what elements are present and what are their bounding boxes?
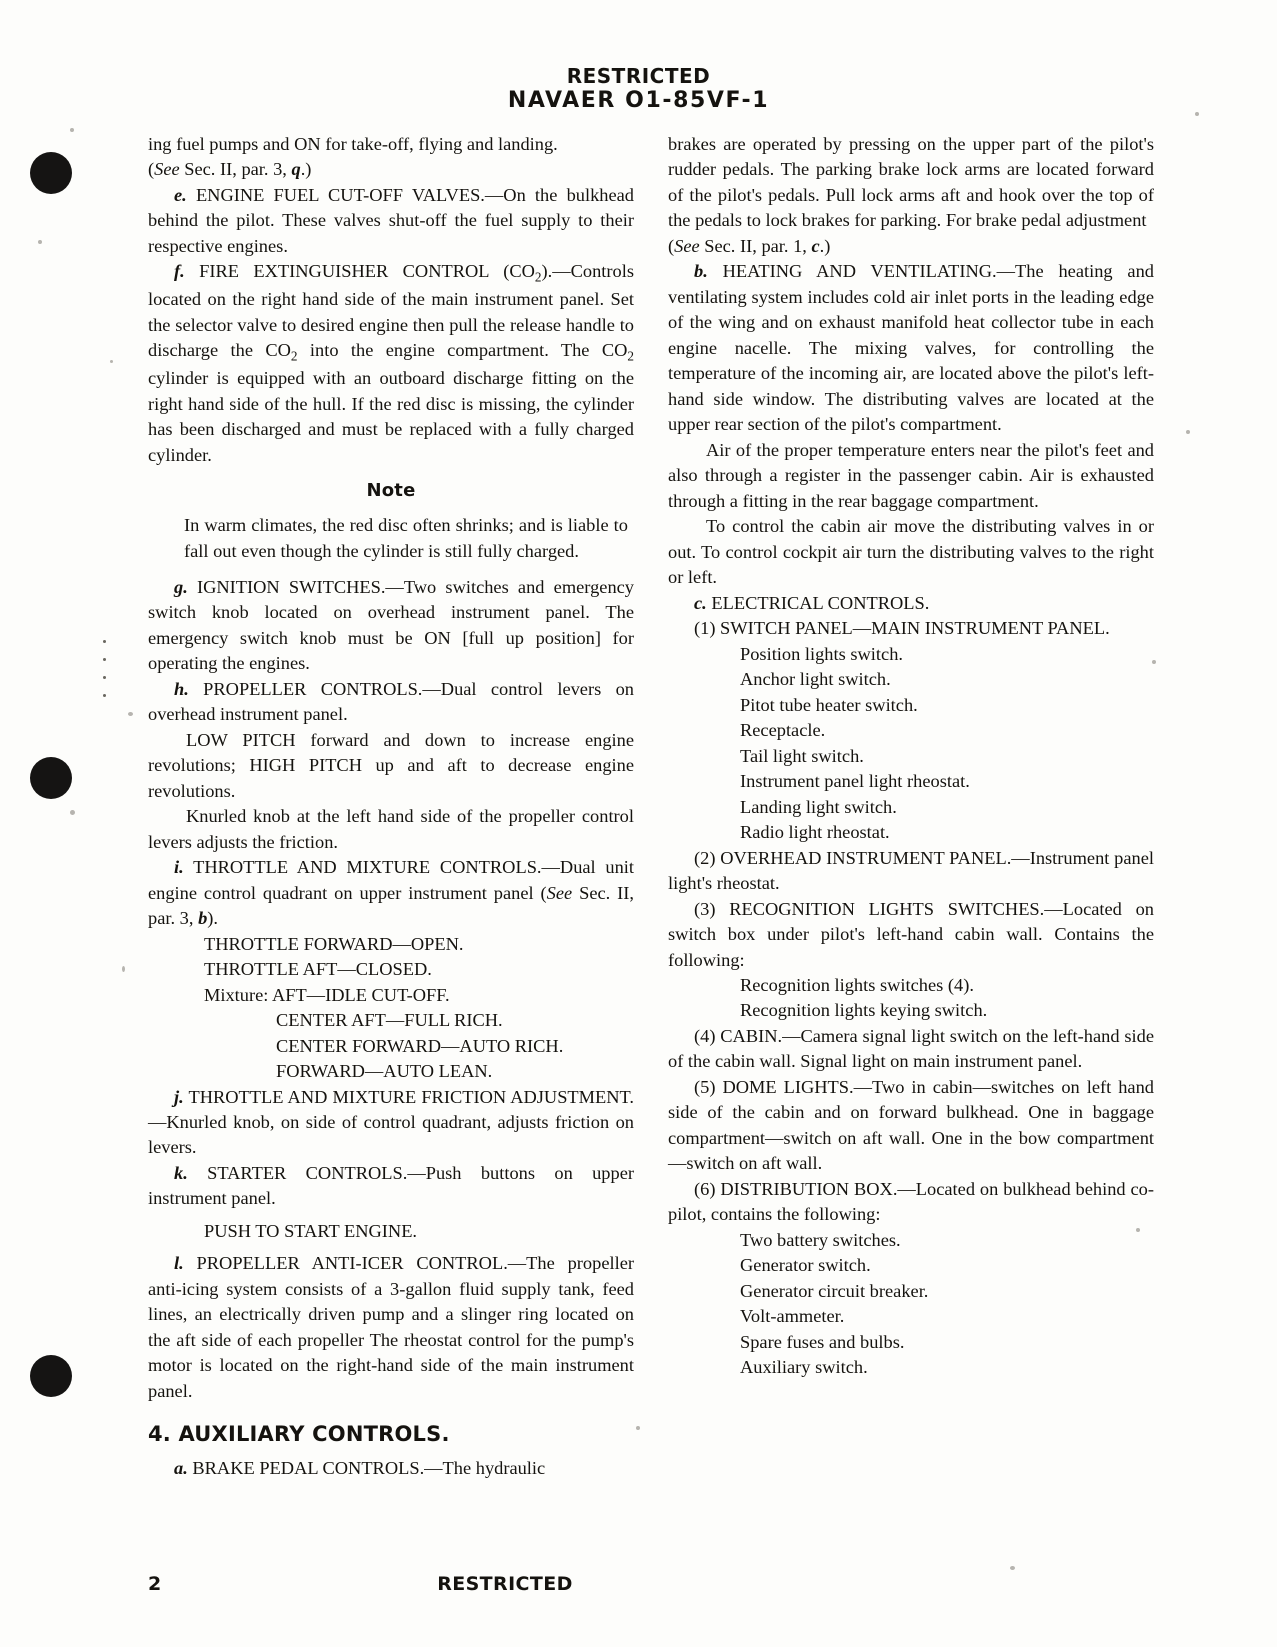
item-c3 xyxy=(668,897,1154,973)
item-4a xyxy=(148,1456,634,1481)
reference-letter: b xyxy=(198,908,208,929)
list-item: Instrument panel light rheostat. xyxy=(740,771,970,792)
item-i xyxy=(148,855,634,931)
item-number: (2) xyxy=(694,847,716,868)
item-c1 xyxy=(668,616,1154,641)
list-item: Spare fuses and bulbs. xyxy=(740,1331,905,1352)
item-c6 xyxy=(668,1177,1154,1228)
subscript: 2 xyxy=(627,349,634,365)
list-item: FORWARD—AUTO LEAN. xyxy=(276,1061,493,1082)
scan-speck xyxy=(1010,1566,1015,1570)
item-letter: h. xyxy=(174,678,189,699)
list-item-mixture-label: Mixture: AFT—IDLE CUT-OFF. xyxy=(204,984,450,1005)
item-f xyxy=(148,259,634,468)
classification-header: RESTRICTED xyxy=(566,64,711,88)
scan-speck xyxy=(1186,430,1190,434)
page-number: 2 xyxy=(148,1573,162,1595)
cross-reference: (See Sec. II, par. 3, q.) xyxy=(148,159,312,180)
see-italic: See xyxy=(546,882,573,903)
scan-edge-marks xyxy=(103,640,106,720)
list-item: THROTTLE AFT—CLOSED. xyxy=(204,959,432,980)
item-text: OVERHEAD INSTRUMENT PANEL.—Instrument panel light's rheostat. xyxy=(668,847,1154,894)
item-letter: g. xyxy=(174,576,188,597)
item-letter: j. xyxy=(174,1086,184,1107)
reference-letter: q xyxy=(291,159,301,180)
item-text: FIRE EXTINGUISHER CONTROL (CO xyxy=(184,261,535,282)
item-text: HEATING AND VENTILATING.—The heating and ventilating system includes cold air inlet ports in the leading edge of the wing and on exhaust manifold heat collector tube in each engine nacelle. The mixing valves, for controlling the temperature of the incoming air, are located above the pilot's left-hand side window. The distributing valves are located at the upper rear section of the pilot's compartment. xyxy=(668,261,1154,435)
item-text: Sec. II, par. 3, xyxy=(148,882,634,929)
item-text: BRAKE PEDAL CONTROLS.—The hydraulic xyxy=(187,1458,546,1479)
scan-speck xyxy=(38,240,42,244)
paragraph-air-temperature: Air of the proper temperature enters near the pilot's feet and also through a register in the passenger cabin. Air is exhausted through a fitting in the rear baggage compartment. xyxy=(668,439,1154,511)
item-text: PROPELLER ANTI-ICER CONTROL.—The propeller anti-icing system consists of a 3-gallon fluid supply tank, feed lines, an electrically driven pump and a slinger ring located on the aft side of each propeller The rheostat control for the pump's motor is located on the right-hand side of the main instrument panel. xyxy=(148,1253,634,1401)
item-text: CABIN.—Camera signal light switch on the left-hand side of the cabin wall. Signal light on main instrument panel. xyxy=(668,1025,1154,1072)
cross-reference: (See Sec. II, par. 1, c.) xyxy=(668,235,831,256)
item-c2 xyxy=(668,846,1154,897)
spacer xyxy=(148,1212,634,1219)
punch-hole xyxy=(30,757,72,799)
list-item: Anchor light switch. xyxy=(740,669,891,690)
item-text: ELECTRICAL CONTROLS. xyxy=(706,592,930,613)
list-item: Auxiliary switch. xyxy=(740,1357,868,1378)
item-number: (5) xyxy=(694,1076,716,1097)
item-e xyxy=(148,183,634,259)
punch-hole xyxy=(30,152,72,194)
reference-letter: c xyxy=(811,235,820,256)
item-g xyxy=(148,575,634,677)
item-text: THROTTLE AND MIXTURE CONTROLS.—Dual unit engine control quadrant on upper instrument panel ( xyxy=(148,857,634,903)
item-text: into the engine compartment. The CO xyxy=(297,340,628,361)
subscript: 2 xyxy=(290,349,298,365)
footer-classification: RESTRICTED xyxy=(437,1573,573,1595)
list-item: Generator switch. xyxy=(740,1255,871,1276)
scan-speck xyxy=(128,712,133,716)
item-letter: a. xyxy=(174,1458,188,1479)
item-letter: f. xyxy=(174,261,185,282)
page-footer xyxy=(0,1573,1277,1599)
item-text: ). xyxy=(207,908,218,929)
paragraph-text: ing fuel pumps and ON for take-off, flying and landing. xyxy=(148,134,558,154)
item-letter: k. xyxy=(174,1162,188,1183)
switch-panel-list xyxy=(668,642,1154,846)
list-item: Generator circuit breaker. xyxy=(740,1280,929,1301)
list-item: Recognition lights keying switch. xyxy=(740,1000,988,1021)
note-body: In warm climates, the red disc often shrinks; and is liable to fall out even though the cylinder is still fully charged. xyxy=(184,515,628,562)
item-number: (1) xyxy=(694,618,716,639)
reference-body: Sec. II, par. 1, xyxy=(699,235,812,256)
distribution-box-list xyxy=(668,1228,1154,1381)
paragraph-continued: brakes are operated by pressing on the upper part of the pilot's rudder pedals. The parking brake lock arms are located forward of the pilot's pedals. Pull lock arms aft and hook over the top of the pedals to lock brakes for parking. For brake pedal adjustment xyxy=(668,134,1154,231)
item-text: STARTER CONTROLS.—Push buttons on upper instrument panel. xyxy=(148,1162,634,1209)
item-c4 xyxy=(668,1024,1154,1075)
list-item: Pitot tube heater switch. xyxy=(740,694,918,715)
section-heading-auxiliary-controls: 4. AUXILIARY CONTROLS. xyxy=(148,1422,450,1447)
punch-hole xyxy=(30,1355,72,1397)
list-item: Receptacle. xyxy=(740,720,826,741)
see-italic: See xyxy=(674,235,700,256)
item-c xyxy=(668,591,1154,616)
item-text: cylinder is equipped with an outboard discharge fitting on the right hand side of the hull. If the red disc is missing, the cylinder has been discharged and must be replaced with a fully charged cylinder. xyxy=(148,368,634,465)
paragraph-knurled-knob: Knurled knob at the left hand side of the propeller control levers adjusts the friction. xyxy=(148,806,634,852)
item-letter: l. xyxy=(174,1253,184,1274)
scan-speck xyxy=(70,128,74,132)
item-b xyxy=(668,259,1154,437)
item-text: DISTRIBUTION BOX.—Located on bulkhead behind co-pilot, contains the following: xyxy=(668,1178,1154,1225)
item-number: (3) xyxy=(694,898,716,919)
item-number: (4) xyxy=(694,1025,716,1046)
list-item: Recognition lights switches (4). xyxy=(740,974,974,995)
item-text: ).—Controls located on the right hand side of the main instrument panel. Set the selector valve to desired engine then pull the release handle to discharge the CO xyxy=(148,261,634,361)
item-text: ENGINE FUEL CUT-OFF VALVES.—On the bulkhead behind the pilot. These valves shut-off the fuel supply to their respective engines. xyxy=(148,184,634,256)
reference-close: .) xyxy=(819,235,831,256)
reference-body: Sec. II, par. 3, xyxy=(179,159,292,180)
spacer xyxy=(148,1244,634,1251)
item-letter: b. xyxy=(694,261,708,282)
scan-speck xyxy=(70,810,75,815)
list-item: Position lights switch. xyxy=(740,643,903,664)
item-l xyxy=(148,1251,634,1404)
left-column xyxy=(148,132,634,1482)
paragraph-continued xyxy=(148,132,634,157)
list-item: THROTTLE FORWARD—OPEN. xyxy=(204,933,464,954)
subscript: 2 xyxy=(534,270,542,286)
item-letter: i. xyxy=(174,857,184,878)
list-item: CENTER AFT—FULL RICH. xyxy=(276,1010,503,1031)
item-c5 xyxy=(668,1075,1154,1177)
item-text: SWITCH PANEL—MAIN INSTRUMENT PANEL. xyxy=(715,618,1110,639)
item-number: (6) xyxy=(694,1178,716,1199)
item-k xyxy=(148,1161,634,1212)
list-item: CENTER FORWARD—AUTO RICH. xyxy=(276,1035,564,1056)
two-column-body xyxy=(148,132,1154,1482)
list-item: Radio light rheostat. xyxy=(740,822,890,843)
item-letter: c. xyxy=(694,592,707,613)
paragraph-low-pitch: LOW PITCH forward and down to increase engine revolutions; HIGH PITCH up and aft to decrease engine revolutions. xyxy=(148,729,634,801)
item-h xyxy=(148,677,634,728)
scan-speck xyxy=(110,360,113,363)
list-item: Two battery switches. xyxy=(740,1229,901,1250)
item-text: RECOGNITION LIGHTS SWITCHES.—Located on switch box under pilot's left-hand cabin wall. Contains the following: xyxy=(668,898,1154,970)
item-text: PROPELLER CONTROLS.—Dual control levers on overhead instrument panel. xyxy=(148,678,634,725)
see-italic: See xyxy=(154,159,180,180)
list-item: Tail light switch. xyxy=(740,745,864,766)
document-number: NAVAER O1-85VF-1 xyxy=(507,88,770,114)
reference-close: .) xyxy=(300,159,312,180)
right-column xyxy=(668,132,1154,1482)
paragraph-cabin-air: To control the cabin air move the distributing valves in or out. To control cockpit air turn the distributing valves to the right or left. xyxy=(668,516,1154,588)
recognition-lights-list xyxy=(668,973,1154,1024)
page-header xyxy=(0,64,1277,115)
item-text: THROTTLE AND MIXTURE FRICTION ADJUSTMENT.—Knurled knob, on side of control quadrant, adjusts friction on levers. xyxy=(148,1086,634,1158)
note-heading: Note xyxy=(366,480,416,502)
throttle-settings-list xyxy=(148,932,634,1085)
item-text: IGNITION SWITCHES.—Two switches and emergency switch knob located on overhead instrument panel. The emergency switch knob must be ON [full up position] for operating the engines. xyxy=(148,576,634,674)
list-item: Landing light switch. xyxy=(740,796,897,817)
item-j xyxy=(148,1085,634,1161)
list-item: Volt-ammeter. xyxy=(740,1306,845,1327)
push-to-start-line: PUSH TO START ENGINE. xyxy=(204,1220,418,1241)
item-text: DOME LIGHTS.—Two in cabin—switches on left hand side of the cabin and on forward bulkhead. One in baggage compartment—switch on aft wall. One in the bow compartment—switch on aft wall. xyxy=(668,1076,1154,1174)
item-letter: e. xyxy=(174,184,187,205)
scan-speck xyxy=(122,966,125,972)
